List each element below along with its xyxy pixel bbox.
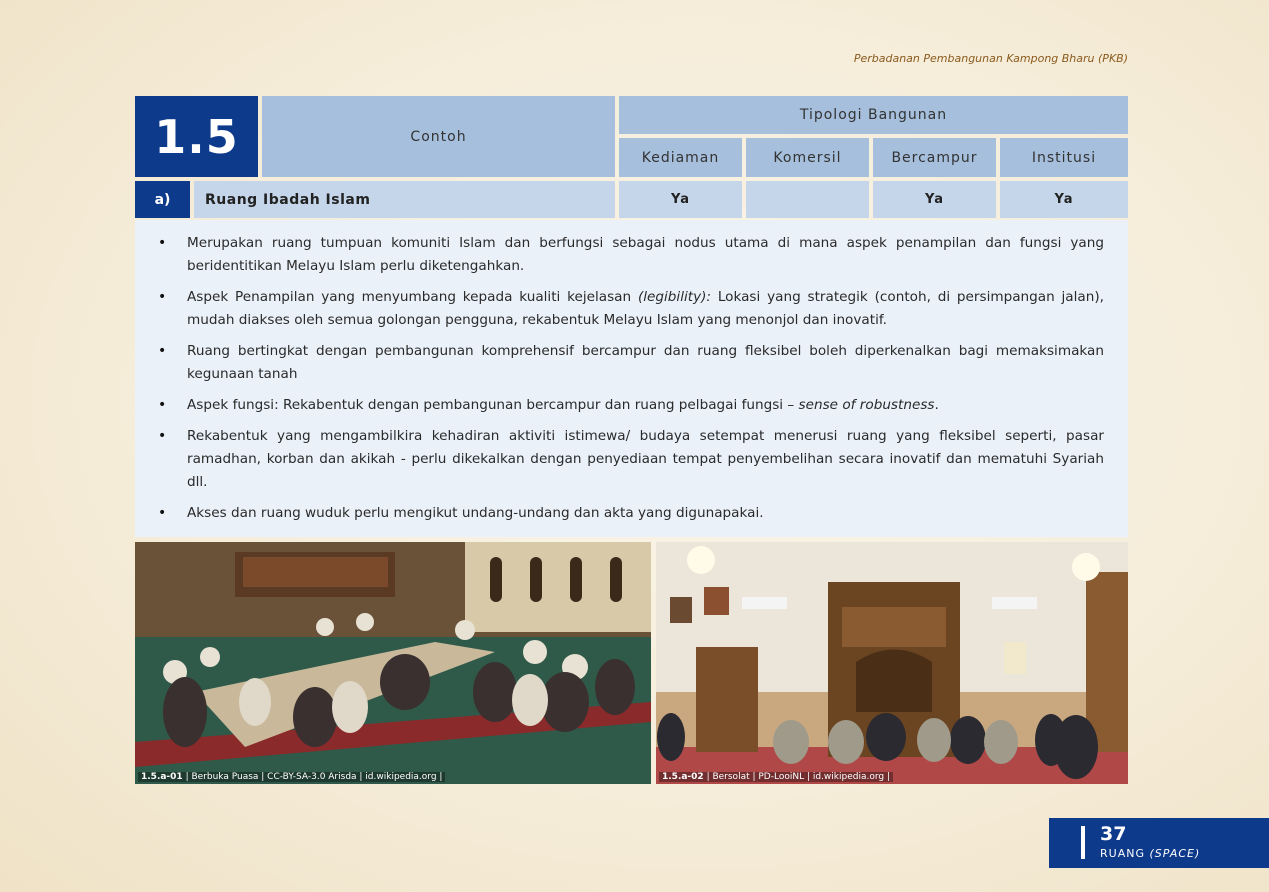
bullet-list [135, 220, 1128, 525]
chapter-label: RUANG (SPACE) [1100, 847, 1201, 860]
bullet-item: • Akses dan ruang wuduk perlu mengikut undang-undang dan akta yang digunapakai. [187, 502, 1104, 525]
bullet-item: • Aspek Penampilan yang menyumbang kepada kualiti kejelasan (legibility): Lokasi yang strategik (contoh, di persimpangan jalan), mudah diakses oleh semua golongan pengguna, rekabentuk Melayu Islam yang menonjol dan inovatif. [187, 286, 1104, 332]
value-institusi: Ya [1000, 181, 1128, 218]
bullet-item: • Merupakan ruang tumpuan komuniti Islam dan berfungsi sebagai nodus utama di mana aspek penampilan dan fungsi yang beridentitikan Melayu Islam perlu diketengahkan. [187, 232, 1104, 278]
photo-bersolat [656, 542, 1128, 784]
typology-title: Tipologi Bangunan [619, 96, 1128, 134]
bullet-item: • Ruang bertingkat dengan pembangunan komprehensif bercampur dan ruang fleksibel boleh diperkenalkan bagi memaksimakan kegunaan tanah [187, 340, 1104, 386]
contoh-header: Contoh [262, 96, 615, 177]
photo-berbuka-puasa-image [135, 542, 651, 784]
section-number: 1.5 [135, 96, 258, 177]
typology-komersil: Komersil [746, 138, 869, 177]
bullet-item: • Rekabentuk yang mengambilkira kehadiran aktiviti istimewa/ budaya setempat menerusi ruang yang fleksibel seperti, pasar ramadhan, korban dan akikah - perlu dikekalkan dengan penyediaan tempat penyembelihan secara inovatif dan mematuhi Syariah dll. [187, 425, 1104, 494]
footer-divider [1081, 826, 1085, 859]
photo-caption: 1.5.a-01 | Berbuka Puasa | CC-BY-SA-3.0 Arisda | id.wikipedia.org | [138, 772, 445, 782]
page-footer [1049, 818, 1269, 868]
value-kediaman: Ya [619, 181, 742, 218]
value-bercampur: Ya [873, 181, 996, 218]
item-title: Ruang Ibadah Islam [194, 181, 615, 218]
photo-berbuka-puasa [135, 542, 651, 784]
typology-kediaman: Kediaman [619, 138, 742, 177]
typology-bercampur: Bercampur [873, 138, 996, 177]
bullet-item: • Aspek fungsi: Rekabentuk dengan pembangunan bercampur dan ruang pelbagai fungsi – sense of robustness. [187, 394, 1104, 417]
page-number: 37 [1100, 823, 1127, 845]
organization-header: Perbadanan Pembangunan Kampong Bharu (PKB) [853, 52, 1128, 65]
photo-bersolat-image [656, 542, 1128, 784]
value-komersil [746, 181, 869, 218]
photo-caption: 1.5.a-02 | Bersolat | PD-LooiNL | id.wikipedia.org | [659, 772, 893, 782]
content-panel [135, 220, 1128, 537]
item-letter: a) [135, 181, 190, 218]
typology-institusi: Institusi [1000, 138, 1128, 177]
